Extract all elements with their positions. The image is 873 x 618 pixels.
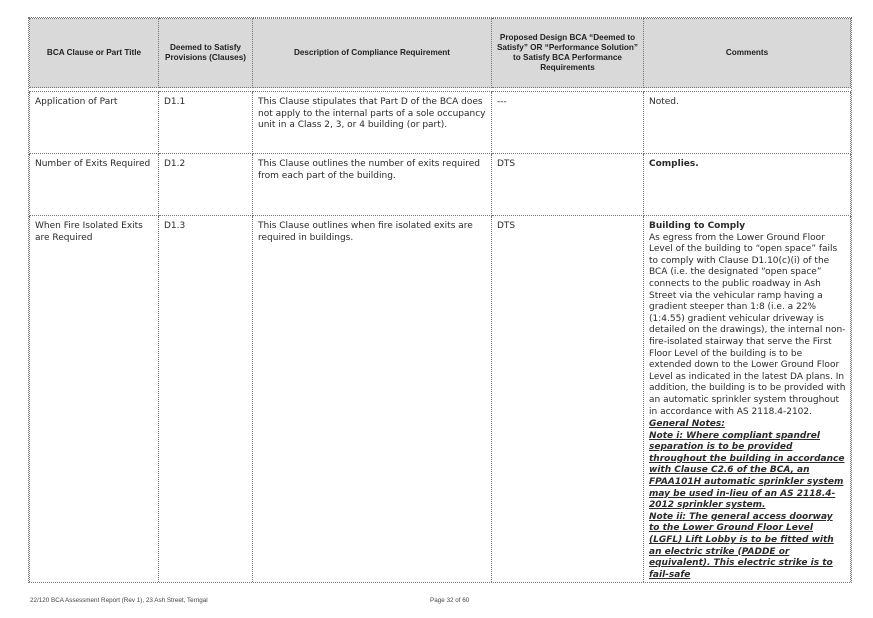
row-description: This Clause outlines the number of exits required from each part of the building. [253,154,492,216]
table-row [30,154,851,216]
table-row [30,216,851,584]
comment-body: As egress from the Lower Ground Floor Level of the building to “open space” fails to comply with Clause D1.10(c)(i) of the BCA (i.e. the designated “open space” connects to the public roadway in Ash Street via the vehicular ramp having a gradient steeper than 1:8 (i.e. a 22% (1:4.55) gradient vehicular driveway is detailed on the drawings), the internal non-fire-isolated stairway that serve the First Floor Level of the building is to be extended down to the Lower Ground Floor Level as indicated in the latest DA plans. In addition, the building is to be provided with an automatic sprinkler system throughout in accordance with AS 2118.4-2102. [649,232,846,417]
row-clause: D1.2 [159,154,253,216]
header-description: Description of Compliance Requirement [253,19,492,88]
table-header-row [30,19,851,88]
compliance-table [28,17,852,583]
footer-page-number: Page 32 of 60 [430,597,470,604]
row-comment: Noted. [644,92,851,154]
comment-heading: Building to Comply [649,221,746,231]
row-clause: D1.3 [159,216,253,584]
header-dts-provisions: Deemed to Satisfy Provisions (Clauses) [159,19,253,88]
row-title: When Fire Isolated Exits are Required [30,216,159,584]
row-title: Number of Exits Required [30,154,159,216]
header-clause-title: BCA Clause or Part Title [30,19,159,88]
row-comment-cell [644,216,851,584]
row-design: DTS [492,216,644,584]
row-comment: Complies. [644,154,851,216]
row-design: --- [492,92,644,154]
table-row [30,92,851,154]
row-title: Application of Part [30,92,159,154]
row-clause: D1.1 [159,92,253,154]
footer-report-title: 22/120 BCA Assessment Report (Rev 1), 23 Ash Street, Terrigal [30,597,208,604]
header-comments: Comments [644,19,851,88]
note-ii: Note ii: The general access doorway to the Lower Ground Floor Level (LGFL) Lift Lobby is to be fitted with an electric strike (PADDE or equivalent). This electric strike is to fail-safe [649,511,834,580]
general-notes-label: General Notes: [649,419,725,430]
row-description: This Clause stipulates that Part D of the BCA does not apply to the internal parts of a sole occupancy unit in a Class 2, 3, or 4 building (or part). [253,92,492,154]
row-description: This Clause outlines when fire isolated exits are required in buildings. [253,216,492,584]
row-design: DTS [492,154,644,216]
note-i: Note i: Where compliant spandrel separation is to be provided throughout the building in accordance with Clause C2.6 of the BCA, an FPAA101H automatic sprinkler system may be used in-lieu of an AS 2118.4-2012 sprinkler system. [649,430,845,511]
header-proposed-design: Proposed Design BCA “Deemed to Satisfy” OR “Performance Solution” to Satisfy BCA Performance Requirements [492,19,644,88]
